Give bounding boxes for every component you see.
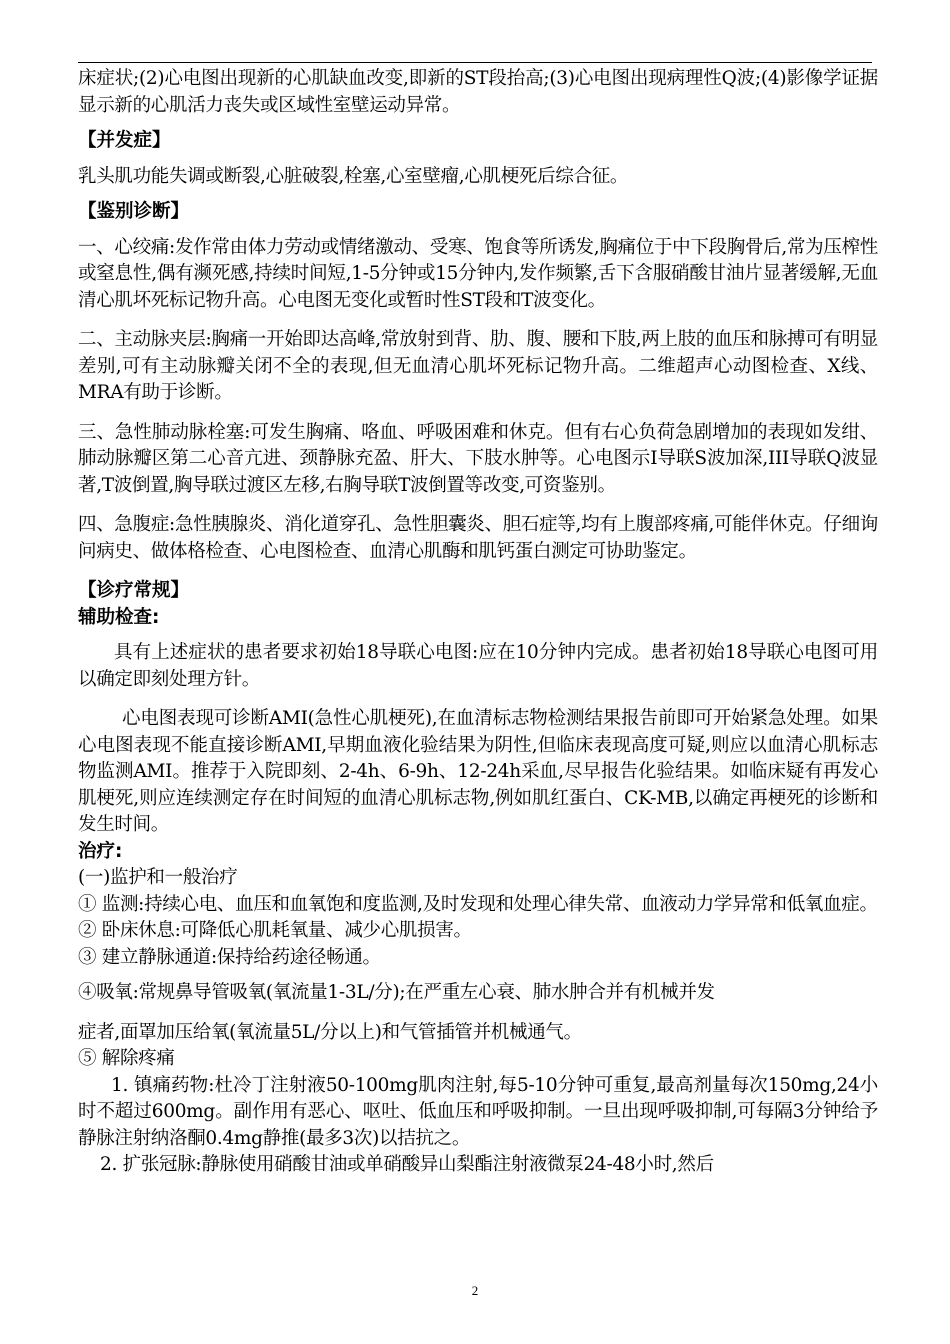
item-analgesics: 1. 镇痛药物:杜冷丁注射液50-100mg肌肉注射,每5-10分钟可重复,最高剂量每次150mg,24小时不超过600mg。副作用有恶心、呕吐、低血压和呼吸抑制。一旦出现呼吸抑制,可每隔3分钟给予静脉注射纳洛酮0.4mg静推(最多3次)以拮抗之。 — [78, 1074, 878, 1149]
item-bed-rest: ② 卧床休息:可降低心肌耗氧量、减少心肌损害。 — [78, 920, 472, 941]
heading-diagnosis-treatment: 【诊疗常规】 — [78, 580, 190, 601]
item-oxygen-continued: 症者,面罩加压给氧(氧流量5L/分以上)和气管插管并机械通气。 — [78, 1021, 582, 1043]
paragraph-acute-abdomen: 四、急腹症:急性胰腺炎、消化道穿孔、急性胆囊炎、胆石症等,均有上腹部疼痛,可能伴休克。仔细询问病史、做体格检查、心电图检查、血清心肌酶和肌钙蛋白测定可协助鉴定。 — [78, 514, 878, 562]
item-iv-access: ③ 建立静脉通道:保持给药途径畅通。 — [78, 946, 381, 968]
page-number: 2 — [471, 1283, 479, 1298]
heading-treatment: 治疗: — [78, 840, 123, 862]
heading-differential-diagnosis: 【鉴别诊断】 — [78, 201, 190, 222]
subheading-monitoring-general: (一)监护和一般治疗 — [78, 867, 238, 888]
header-rule — [78, 62, 872, 63]
item-oxygen: ④吸氧:常规鼻导管吸氧(氧流量1-3L/分);在严重左心衰、肺水肿合并有机械并发 — [78, 982, 715, 1003]
heading-complications: 【并发症】 — [78, 130, 171, 151]
paragraph-pulmonary-embolism: 三、急性肺动脉栓塞:可发生胸痛、咯血、呼吸困难和休克。但有右心负荷急剧增加的表现如发绀、肺动脉瓣区第二心音亢进、颈静脉充盈、肝大、下肢水肿等。心电图示I导联S波加深,III导联Q波显著,T波倒置,胸导联过渡区左移,右胸导联T波倒置等改变,可资鉴别。 — [78, 421, 878, 496]
paragraph-diagnosis-criteria: 床症状;(2)心电图出现新的心肌缺血改变,即新的ST段抬高;(3)心电图出现病理性Q波;(4)影像学证据显示新的心肌活力丧失或区域性室壁运动异常。 — [78, 68, 878, 116]
heading-auxiliary-exams: 辅助检查: — [78, 606, 160, 628]
document-body — [78, 66, 878, 1179]
paragraph-ecg-diagnosis: 心电图表现可诊断AMI(急性心肌梗死),在血清标志物检测结果报告前即可开始紧急处理。如果心电图表现不能直接诊断AMI,早期血液化验结果为阴性,但临床表现高度可疑,则应以血清心肌标志物监测AMI。推荐于入院即刻、2-4h、6-9h、12-24h采血,尽早报告化验结果。如临床疑有再发心肌梗死,则应连续测定存在时间短的血清心肌标志物,例如肌红蛋白、CK-MB,以确定再梗死的诊断和发生时间。 — [78, 708, 878, 835]
paragraph-aortic-dissection: 二、主动脉夹层:胸痛一开始即达高峰,常放射到背、肋、腹、腰和下肢,两上肢的血压和脉搏可有明显差别,可有主动脉瓣关闭不全的表现,但无血清心肌坏死标记物升高。二维超声心动图检查、X线、MRA有助于诊断。 — [78, 329, 878, 403]
paragraph-initial-ecg: 具有上述症状的患者要求初始18导联心电图:应在10分钟内完成。患者初始18导联心电图可用以确定即刻处理方针。 — [78, 642, 878, 690]
item-coronary-dilation: 2. 扩张冠脉:静脉使用硝酸甘油或单硝酸异山梨酯注射液微泵24-48小时,然后 — [100, 1154, 714, 1175]
item-pain-relief: ⑤ 解除疼痛 — [78, 1048, 175, 1069]
paragraph-complications: 乳头肌功能失调或断裂,心脏破裂,栓塞,心室壁瘤,心肌梗死后综合征。 — [78, 165, 629, 187]
paragraph-angina: 一、心绞痛:发作常由体力劳动或情绪激动、受寒、饱食等所诱发,胸痛位于中下段胸骨后,常为压榨性或窒息性,偶有濒死感,持续时间短,1-5分钟或15分钟内,发作频繁,舌下含服硝酸甘油片显著缓解,无血清心肌坏死标记物升高。心电图无变化或暂时性ST段和T波变化。 — [78, 236, 878, 311]
item-monitoring: ① 监测:持续心电、血压和血氧饱和度监测,及时发现和处理心律失常、血液动力学异常和低氧血症。 — [78, 893, 878, 915]
